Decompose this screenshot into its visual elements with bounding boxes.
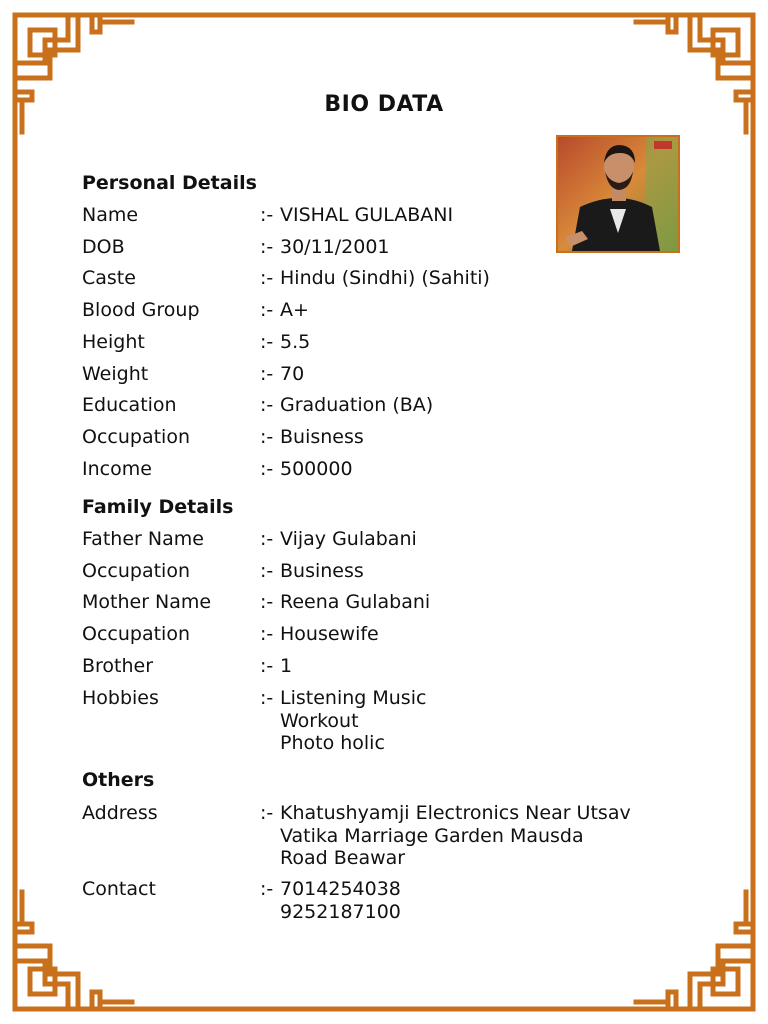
section-heading-others: Others [82, 769, 155, 791]
detail-label: Education [82, 394, 177, 417]
detail-label: Mother Name [82, 591, 212, 614]
detail-value: 500000 [280, 457, 353, 480]
detail-label: Occupation [82, 559, 190, 582]
detail-label: Name [82, 204, 139, 226]
page-title: BIO DATA [324, 92, 444, 117]
detail-label: DOB [82, 235, 125, 258]
detail-value: Reena Gulabani [280, 591, 431, 614]
detail-value: 70 [280, 362, 305, 385]
detail-value: Business [280, 559, 364, 582]
section-heading-personal: Personal Details [82, 172, 257, 194]
section-heading-family: Family Details [82, 496, 234, 518]
detail-value: VISHAL GULABANI [280, 204, 454, 226]
detail-value: 5.5 [280, 330, 311, 353]
detail-label: Brother [82, 654, 154, 677]
separator: :- [260, 235, 274, 258]
hobby-line: Listening Music [280, 687, 427, 709]
detail-value [280, 687, 426, 755]
detail-label: Height [82, 330, 145, 353]
separator: :- [260, 425, 274, 448]
separator: :- [260, 394, 274, 417]
detail-value: Hindu (Sindhi) (Sahiti) [280, 267, 490, 290]
separator: :- [260, 623, 274, 646]
detail-value: Vijay Gulabani [280, 528, 417, 550]
detail-value: Buisness [280, 425, 364, 448]
detail-label: Contact [82, 878, 156, 900]
detail-label: Father Name [82, 528, 204, 550]
separator: :- [260, 299, 274, 322]
detail-value [280, 802, 631, 870]
address-line: Road Beawar [280, 847, 406, 869]
detail-label: Occupation [82, 623, 190, 646]
hobby-line: Photo holic [280, 732, 385, 754]
separator: :- [260, 528, 274, 550]
separator: :- [260, 362, 274, 385]
detail-value: 30/11/2001 [280, 235, 390, 258]
hobby-line: Workout [280, 709, 359, 732]
profile-photo [556, 135, 680, 253]
separator: :- [260, 559, 274, 582]
separator: :- [260, 330, 274, 353]
address-line: Khatushyamji Electronics Near Utsav [280, 802, 631, 824]
separator: :- [260, 878, 274, 900]
contact-line: 7014254038 [280, 878, 401, 900]
separator: :- [260, 267, 274, 290]
separator: :- [260, 591, 274, 614]
detail-label: Occupation [82, 425, 190, 448]
detail-label: Income [82, 457, 152, 480]
detail-label: Weight [82, 362, 149, 385]
detail-value: 1 [280, 654, 293, 677]
separator: :- [260, 687, 274, 709]
detail-value: Graduation (BA) [280, 394, 434, 417]
separator: :- [260, 204, 274, 226]
detail-value: Housewife [280, 623, 379, 646]
detail-value: A+ [280, 299, 309, 322]
separator: :- [260, 802, 274, 824]
detail-label: Blood Group [82, 299, 200, 322]
separator: :- [260, 654, 274, 677]
detail-label: Hobbies [82, 687, 159, 709]
separator: :- [260, 457, 274, 480]
detail-label: Address [82, 802, 158, 824]
address-line: Vatika Marriage Garden Mausda [280, 824, 584, 847]
contact-line: 9252187100 [280, 900, 401, 923]
detail-label: Caste [82, 267, 136, 290]
detail-value [280, 878, 401, 923]
